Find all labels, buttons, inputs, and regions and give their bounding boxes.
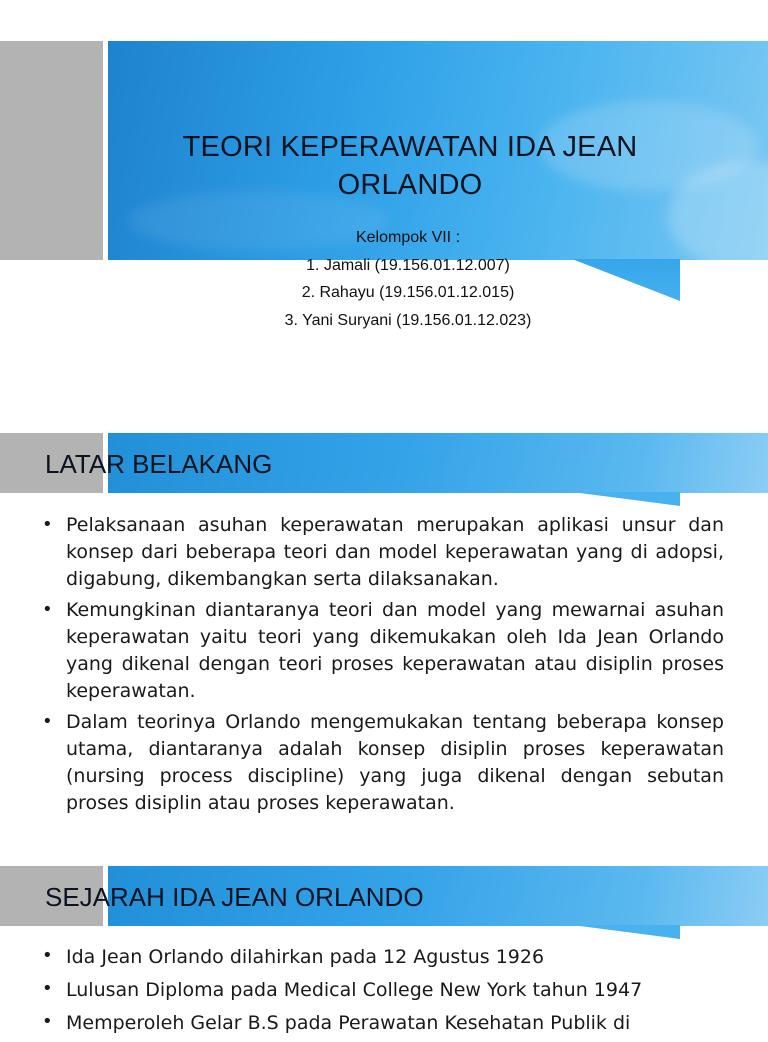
group-info	[200, 224, 616, 334]
list-item	[42, 597, 724, 705]
bullet-icon: •	[42, 514, 53, 535]
list-item-text: Lulusan Diploma pada Medical College New York tahun 1947	[66, 979, 643, 1001]
list-item-text: Kemungkinan diantaranya teori dan model yang mewarnai asuhan keperawatan yaitu teori yang dikemukakan oleh Ida Jean Orlando yang dikenal dengan teori proses keperawatan atau disiplin proses keperawatan.	[66, 599, 724, 702]
list-item	[42, 512, 724, 593]
list-item	[42, 709, 724, 817]
bullet-icon: •	[42, 945, 53, 966]
bullet-icon: •	[42, 978, 53, 999]
list-item-text: Memperoleh Gelar B.S pada Perawatan Kesehatan Publik di	[66, 1012, 631, 1034]
page-title: TEORI KEPERAWATAN IDA JEAN ORLANDO	[182, 131, 638, 201]
section-banner-tail	[572, 492, 680, 506]
section-banner-tail	[572, 925, 680, 939]
title-slide-gray-block	[0, 41, 103, 260]
list-item-text: Pelaksanaan asuhan keperawatan merupakan aplikasi unsur dan konsep dari beberapa teori dan model keperawatan yang di adopsi, digabung, dikembangkan serta dilaksanakan.	[66, 514, 724, 590]
list-item-text: Ida Jean Orlando dilahirkan pada 12 Agustus 1926	[66, 946, 545, 968]
bullet-list-sejarah	[42, 943, 724, 1042]
bullet-icon: •	[42, 599, 53, 620]
section-header-latar-belakang	[0, 433, 768, 503]
group-label: Kelompok VII :	[355, 229, 461, 246]
list-item	[42, 976, 724, 1005]
member-item: 3. Yani Suryani (19.156.01.12.023)	[284, 311, 532, 329]
list-item-text: Dalam teorinya Orlando mengemukakan tentang beberapa konsep utama, diantaranya adalah konsep disiplin proses keperawatan (nursing process discipline) yang juga dikenal dengan sebutan proses disiplin atau proses keperawatan.	[66, 711, 724, 814]
bullet-icon: •	[42, 711, 53, 732]
bullet-list-latar-belakang	[42, 512, 724, 821]
section-heading: LATAR BELAKANG	[45, 449, 273, 479]
list-item	[42, 943, 724, 972]
member-item: 2. Rahayu (19.156.01.12.015)	[301, 284, 515, 301]
member-item: 1. Jamali (19.156.01.12.007)	[306, 256, 510, 274]
title-slide	[0, 0, 768, 400]
bullet-icon: •	[42, 1011, 53, 1032]
section-heading: SEJARAH IDA JEAN ORLANDO	[45, 882, 424, 912]
section-header-sejarah	[0, 866, 768, 936]
